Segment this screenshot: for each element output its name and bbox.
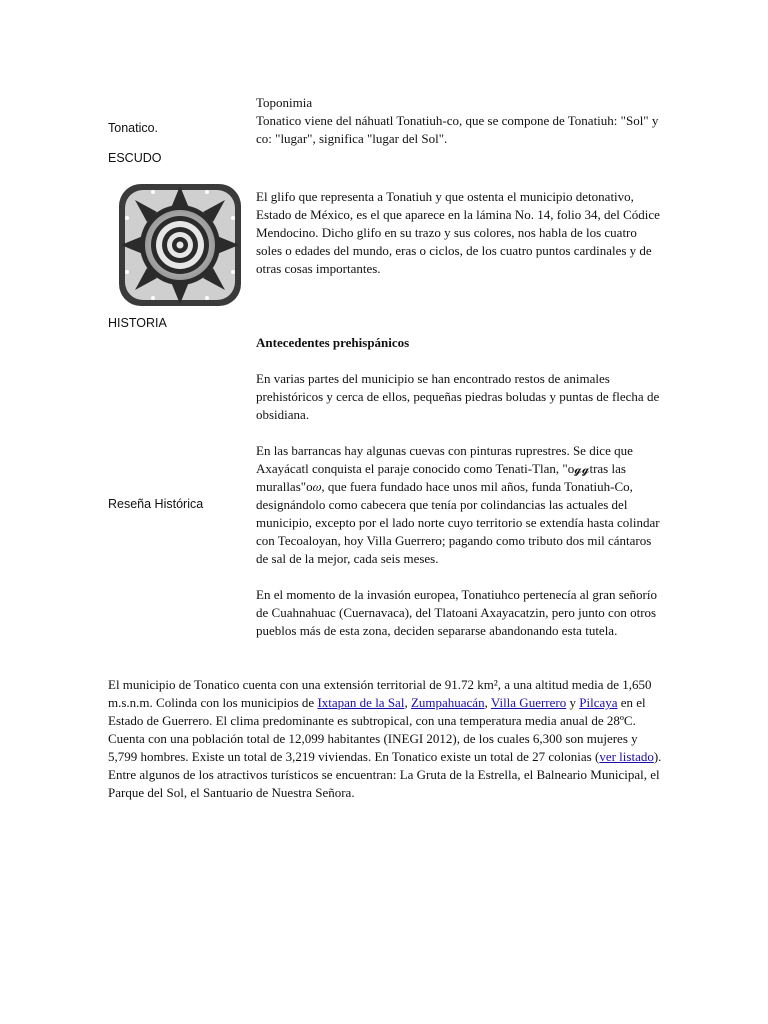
historia-block [256, 334, 660, 640]
sep-1: , [404, 695, 411, 710]
sep-3: y [566, 695, 580, 710]
tonatiuh-glyph-image [113, 178, 247, 312]
toponimia-text: Tonatico viene del náhuatl Tonatiuh-co, que se compone de Tonatiuh: "Sol" y co: "lugar", significa "lugar del Sol". [256, 113, 659, 146]
lower-paragraph-1 [108, 676, 664, 730]
lower-p1-text-a: El municipio de Tonatico cuenta con una extensión territorial de 91.72 km², a una altitud media de 1,650 m.s.n.m. Colinda con los municipios de [108, 677, 652, 710]
historia-paragraph-2: En las barrancas hay algunas cuevas con pinturas ruprestres. Se dice que Axayácatl conquista el paraje conocido como Tenati-Tlan, "o𝓰𝓰tras las murallas"o𝜔, que fuera fundado hace unos mil años, funda Tonatiuh-Co, designándolo como cabecera que tenía por colindancias las actuales del municipio, excepto por el lado norte cuyo territorio se extendía hasta colindar con Tecoaloyan, hoy Villa Guerrero; pagando como tributo dos mil cántaros de sal de la mejor, cada seis meses. [256, 443, 660, 566]
historia-paragraph-1: En varias partes del municipio se han encontrado restos de animales prehistóricos y cerca de ellos, pequeñas piedras boludas y puntas de flecha de obsidiana. [256, 371, 660, 422]
escudo-text: El glifo que representa a Tonatiuh y que ostenta el municipio detonativo, Estado de México, es el que aparece en la lámina No. 14, folio 34, del Códice Mendocino. Dicho glifo en su trazo y sus colores, nos habla de los cuatro soles o edades del mundo, eras o ciclos, de los cuatro puntos cardinales y de otras cosas importantes. [256, 189, 660, 276]
label-resena-historica: Reseña Histórica [108, 497, 204, 511]
link-ixtapan-de-la-sal[interactable]: Ixtapan de la Sal [317, 695, 405, 710]
historia-heading: Antecedentes prehispánicos [256, 335, 410, 350]
link-villa-guerrero[interactable]: Villa Guerrero [490, 695, 567, 710]
escudo-block [256, 188, 660, 278]
label-historia: HISTORIA [108, 316, 167, 330]
toponimia-block [256, 94, 660, 148]
toponimia-heading: Toponimia [256, 95, 313, 110]
link-zumpahuacan[interactable]: Zumpahuacán [410, 695, 485, 710]
link-ver-listado[interactable]: ver listado [599, 749, 654, 764]
label-escudo: ESCUDO [108, 151, 162, 165]
label-tonatico: Tonatico. [108, 121, 159, 135]
lower-block [108, 676, 664, 802]
lower-p1-text-b: en el Estado de Guerrero. El clima predominante es subtropical, con una temperatura media anual de 28ºC. [108, 695, 646, 728]
lower-paragraph-2 [108, 730, 664, 766]
historia-paragraph-3: En el momento de la invasión europea, Tonatiuhco pertenecía al gran señorío de Cuahnahuac (Cuernavaca), del Tlatoani Axayacatzin, pero junto con otros pueblos más de esta zona, deciden separarse abandonando esta tutela. [256, 587, 657, 638]
lower-paragraph-3: Entre algunos de los atractivos turísticos se encuentran: La Gruta de la Estrella, el Balneario Municipal, el Parque del Sol, el Santuario de Nuestra Señora. [108, 767, 660, 800]
lower-p2-text-b: ). [653, 749, 662, 764]
sep-2: , [484, 695, 491, 710]
link-pilcaya[interactable]: Pilcaya [579, 695, 618, 710]
lower-p2-text-a: Cuenta con una población total de 12,099 habitantes (INEGI 2012), de los cuales 6,300 son mujeres y 5,799 hombres. Existe un total de 3,219 viviendas. En Tonatico existe un total de 27 colonias ( [108, 731, 638, 764]
